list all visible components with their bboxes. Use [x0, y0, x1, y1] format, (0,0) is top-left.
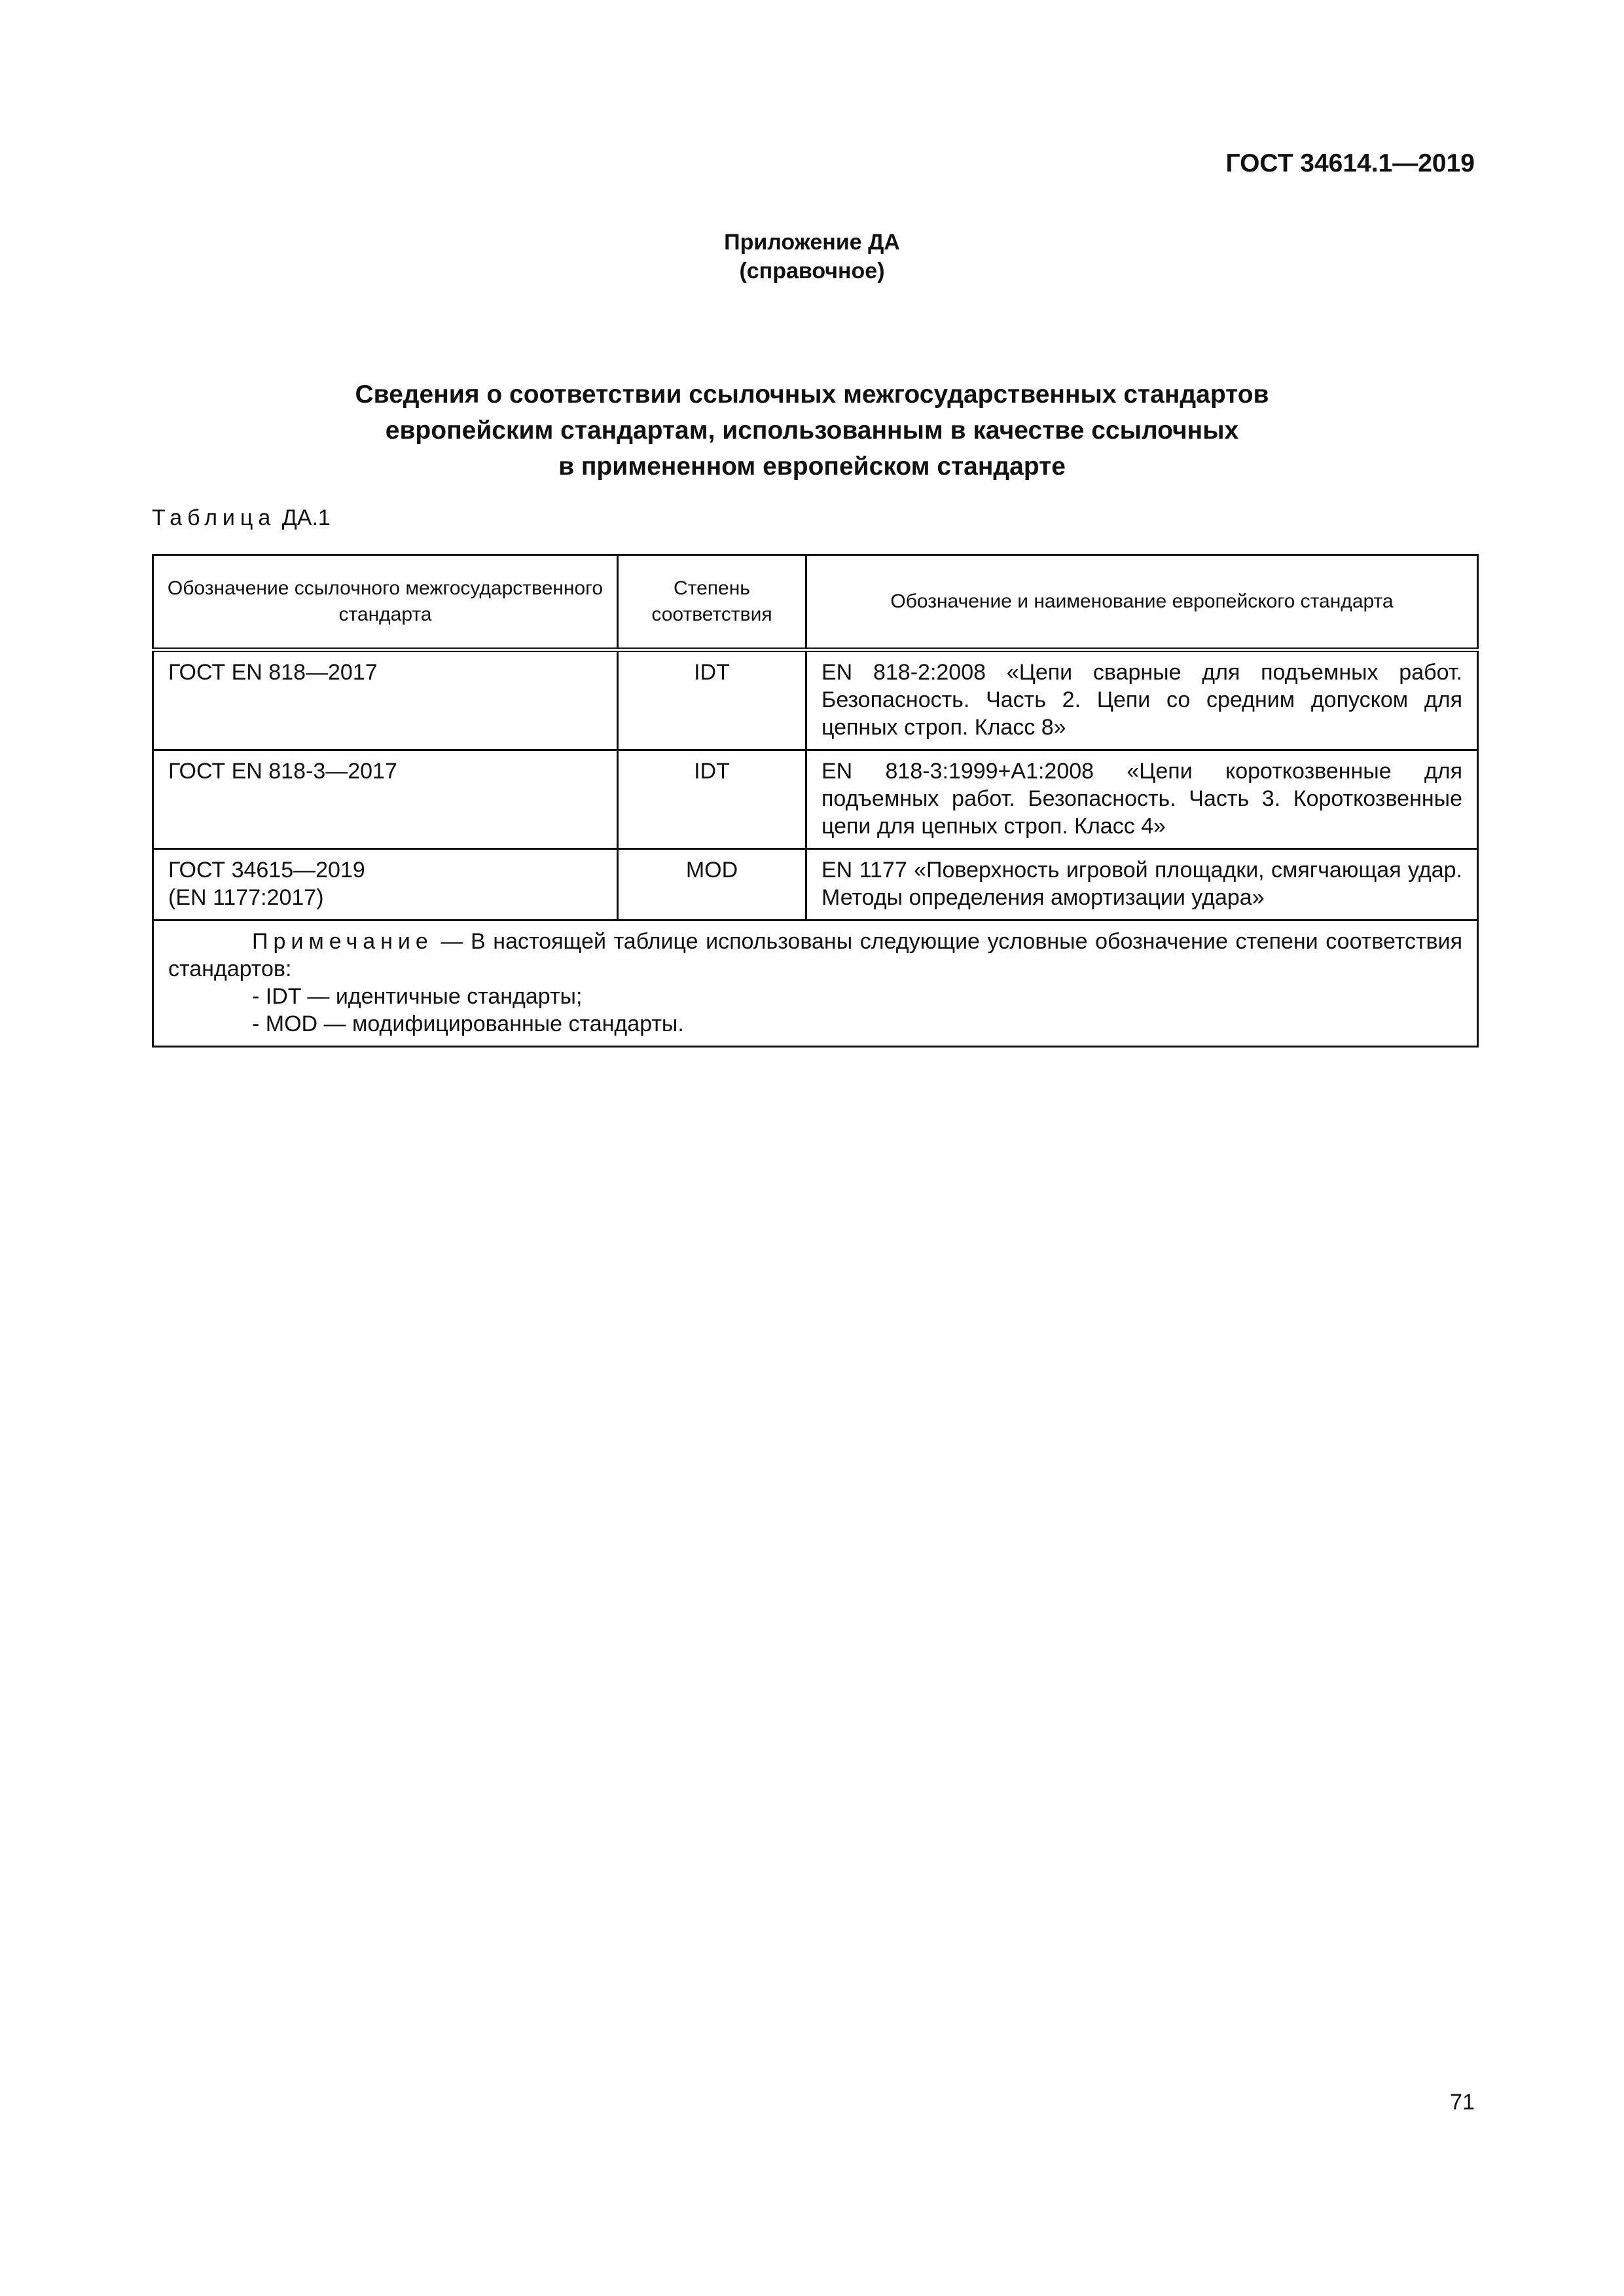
table-caption [152, 505, 331, 531]
note-lead: Примечание [252, 929, 433, 954]
note-text [168, 928, 1462, 983]
note-list-item: - MOD — модифицированные стандарты. [252, 1011, 684, 1036]
column-header-designation: Обозначение ссылочного межгосударственного стандарта [153, 555, 618, 650]
degree-cell: MOD [618, 849, 806, 920]
table-row [153, 750, 1478, 849]
european-standard-cell: EN 1177 «Поверхность игровой площадки, смягчающая удар. Методы определения амортизации удара» [806, 849, 1478, 920]
column-header-european: Обозначение и наименование европейского стандарта [806, 555, 1478, 650]
note-list-item: - IDT — идентичные стандарты; [252, 984, 583, 1009]
designation-cell [153, 750, 618, 849]
document-code: ГОСТ 34614.1—2019 [1225, 149, 1475, 177]
designation-cell [153, 849, 618, 920]
column-header-degree: Степень соответствия [618, 555, 806, 650]
heading-line: Сведения о соответствии ссылочных межгосударственных стандартов [355, 380, 1269, 409]
european-standard-cell: EN 818-2:2008 «Цепи сварные для подъемных работ. Безопасность. Часть 2. Цепи со средним допуском для цепных строп. Класс 8» [806, 650, 1478, 750]
european-standard-cell: EN 818-3:1999+A1:2008 «Цепи короткозвенные для подъемных работ. Безопасность. Часть 3. Короткозвенные цепи для цепных строп. Класс 4» [806, 750, 1478, 849]
designation-cell [153, 650, 618, 750]
note-body: — В настоящей таблице использованы следующие условные обозначение степени соответствия стандартов: [168, 929, 1462, 981]
table-header-row [153, 555, 1478, 650]
degree-cell: IDT [618, 650, 806, 750]
designation-text-secondary: (EN 1177:2017) [168, 885, 324, 910]
designation-text: ГОСТ 34615—2019 [168, 858, 365, 883]
table-note [153, 920, 1478, 1047]
table-row [153, 650, 1478, 750]
reference-standards-table [152, 554, 1479, 1048]
designation-text: ГОСТ EN 818—2017 [168, 660, 378, 685]
table-row [153, 849, 1478, 920]
annex-subtitle: (справочное) [739, 259, 885, 283]
page-number: 71 [1450, 2090, 1475, 2115]
annex-heading [0, 376, 1624, 484]
heading-line: в примененном европейском стандарте [558, 452, 1066, 481]
degree-cell: IDT [618, 750, 806, 849]
annex-title: Приложение ДА [724, 230, 900, 255]
table-caption-label: Таблица [152, 505, 276, 530]
designation-text: ГОСТ EN 818-3—2017 [168, 759, 397, 784]
heading-line: европейским стандартам, использованным в качестве ссылочных [385, 416, 1239, 445]
table-caption-number: ДА.1 [281, 505, 331, 530]
table-note-row [153, 920, 1478, 1047]
